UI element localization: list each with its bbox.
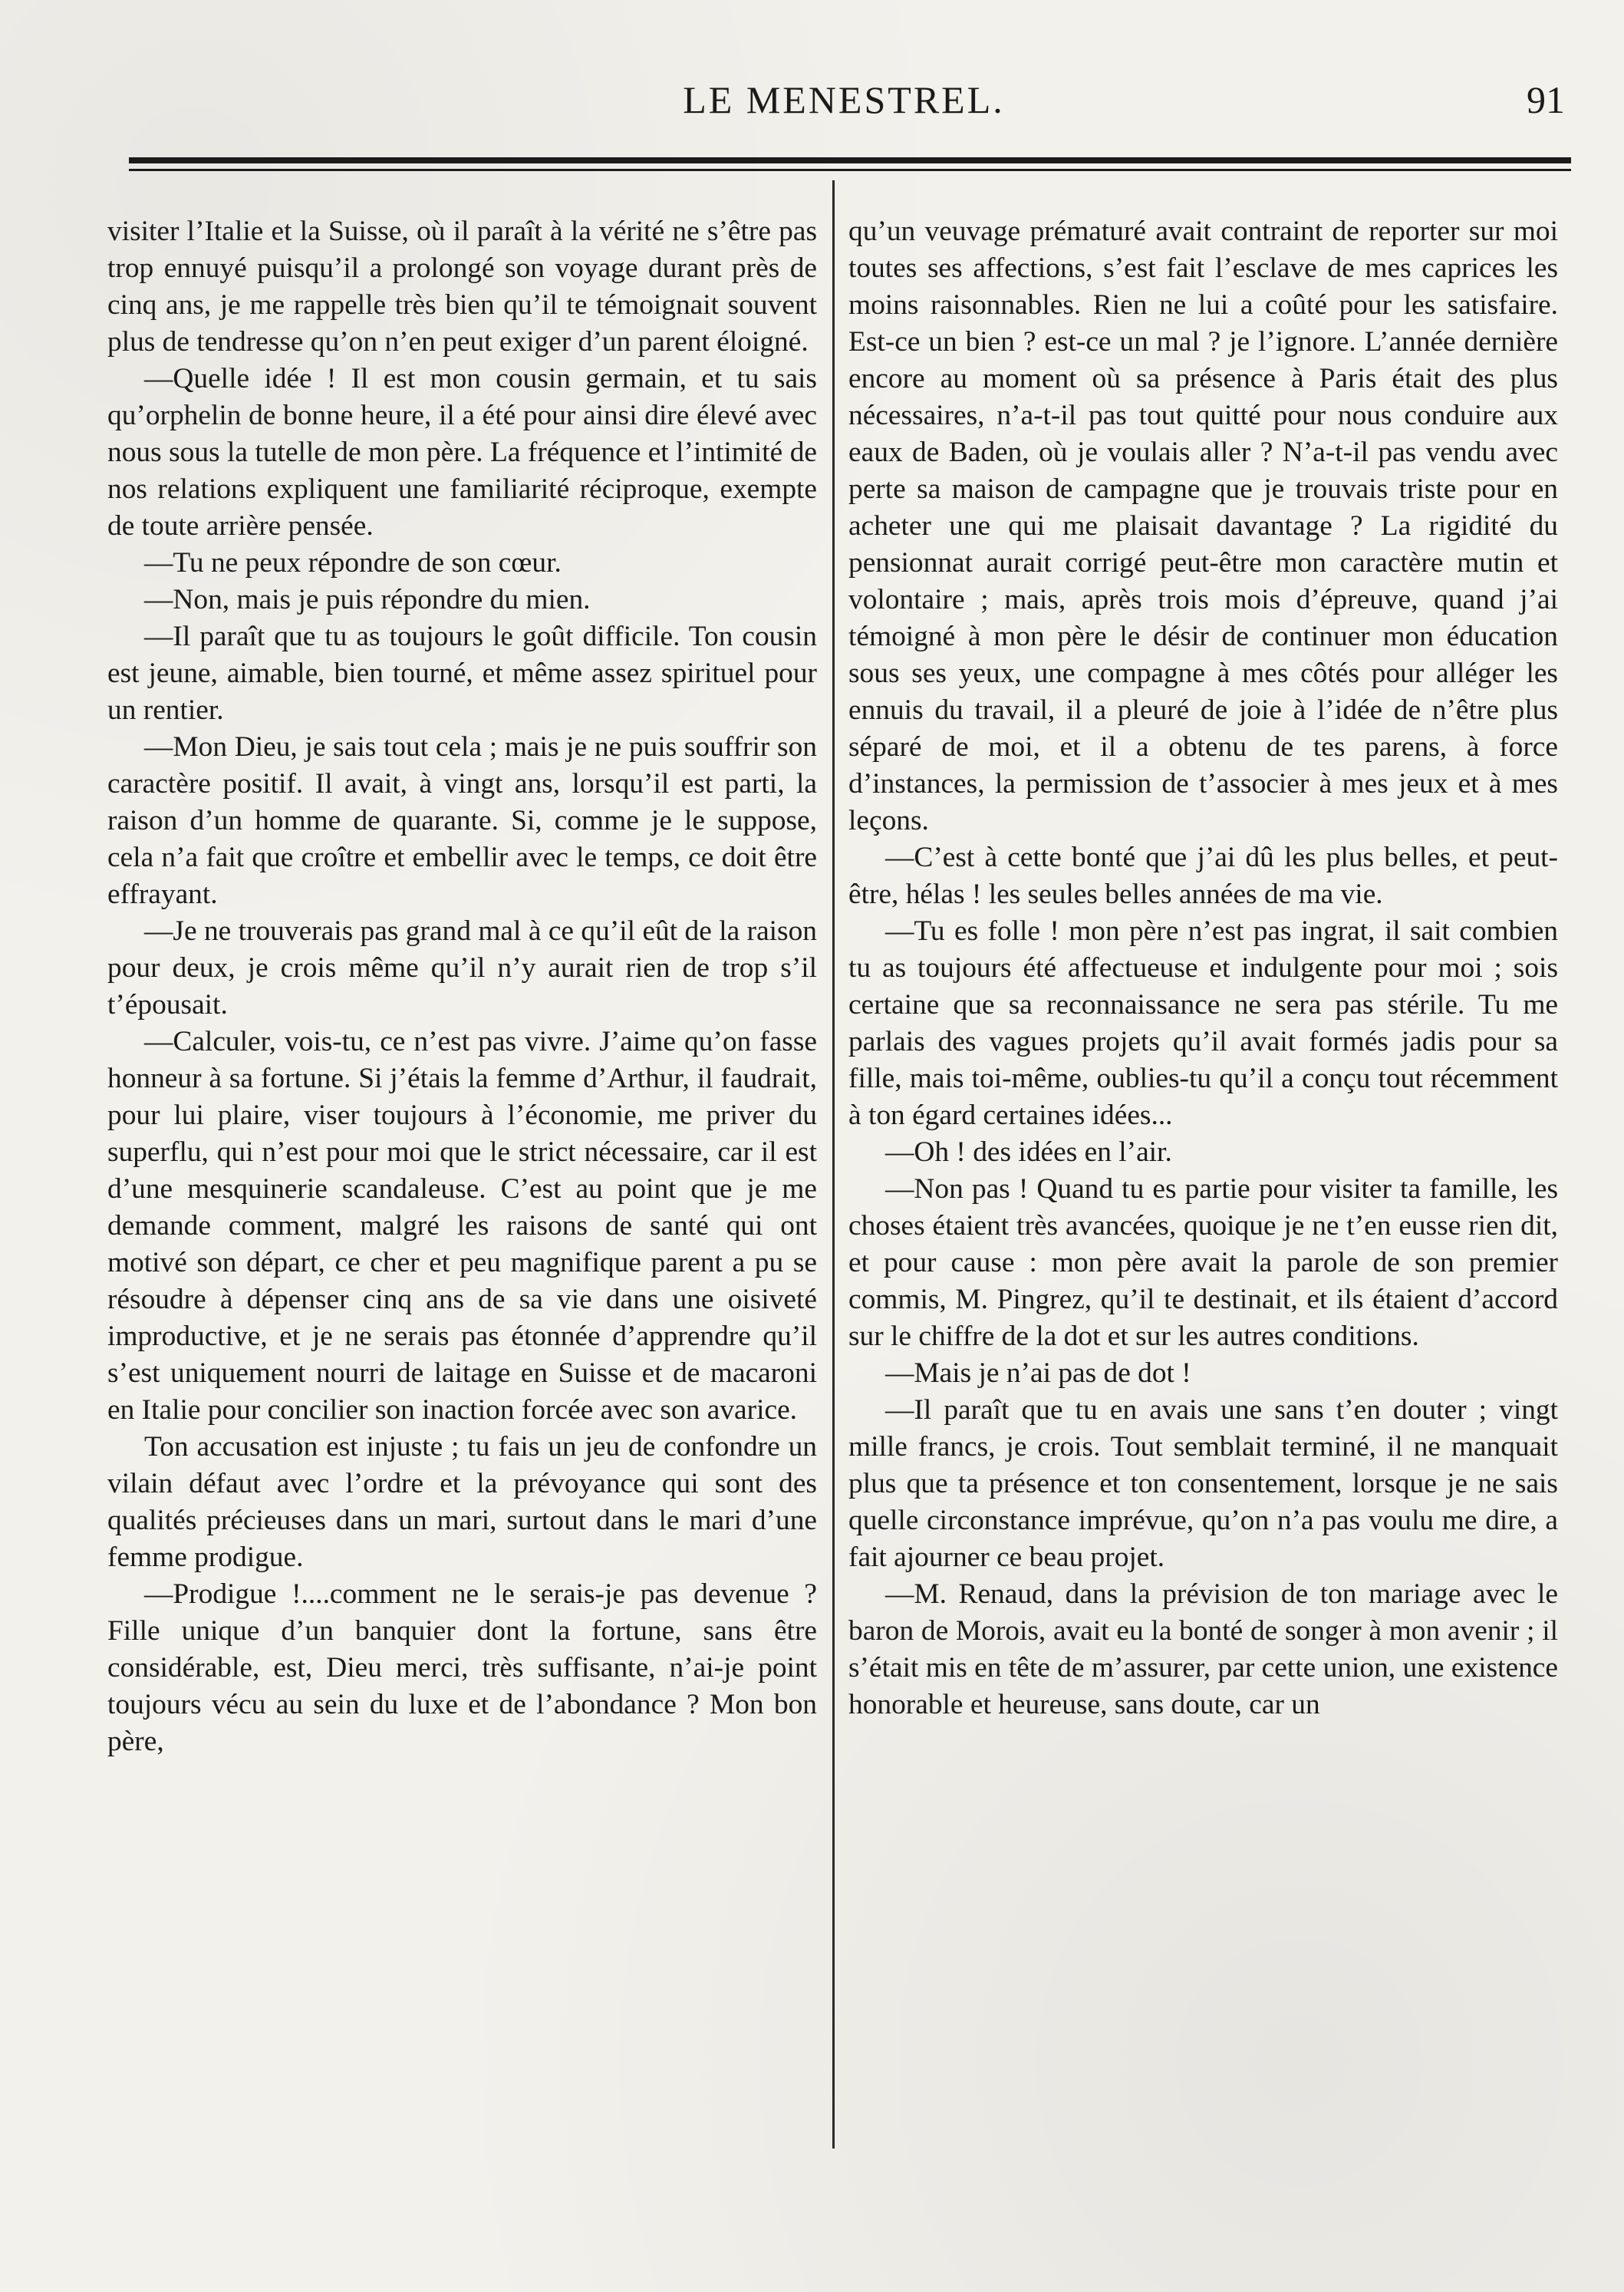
paragraph: —Je ne trouverais pas grand mal à ce qu’il eût de la raison pour deux, je crois même qu’il n’y aurait rien de trop s’il t’épousait. [107,915,817,1021]
left-column [107,213,817,1760]
paragraph: —Quelle idée ! Il est mon cousin germain, et tu sais qu’orphelin de bonne heure, il a été pour ainsi dire élevé avec nous sous la tutelle de mon père. La fréquence et l’intimité de nos relations expliquent une familiarité réciproque, exempte de toute arrière pensée. [107,363,817,542]
paragraph: —C’est à cette bonté que j’ai dû les plus belles, et peut-être, hélas ! les seules belles années de ma vie. [848,842,1558,910]
paragraph: Ton accusation est injuste ; tu fais un jeu de confondre un vilain défaut avec l’ordre et la prévoyance qui sont des qualités précieuses dans un mari, surtout dans le mari d’une femme prodigue. [107,1431,817,1573]
paragraph: —Il paraît que tu en avais une sans t’en douter ; vingt mille francs, je crois. Tout semblait terminé, il ne manquait plus que ta présence et ton consentement, lorsque je ne sais quelle circonstance imprévue, qu’on n’a pas voulu me dire, a fait ajourner ce beau projet. [848,1394,1558,1573]
journal-title: LE MENESTREL. [683,78,1005,121]
paragraph: —Tu ne peux répondre de son cœur. [144,547,562,579]
header-rule-thick [129,157,1571,163]
paragraph: —Prodigue !....comment ne le serais-je pas devenue ? Fille unique d’un banquier dont la fortune, sans être considérable, est, Dieu merci, très suffisante, n’ai-je point toujours vécu au sein du luxe et de l’abondance ? Mon bon père, [107,1578,817,1757]
right-column [848,213,1558,1723]
paragraph: —Il paraît que tu as toujours le goût difficile. Ton cousin est jeune, aimable, bien tourné, et même assez spirituel pour un rentier. [107,621,817,726]
header-rule-thin [129,169,1571,171]
paragraph: —Mon Dieu, je sais tout cela ; mais je ne puis souffrir son caractère positif. Il avait, à vingt ans, lorsqu’il est parti, la raison d’un homme de quarante. Si, comme je le suppose, cela n’a fait que croître et embellir avec le temps, ce doit être effrayant. [107,731,817,910]
page-header [123,73,1565,127]
paragraph: —Non pas ! Quand tu es partie pour visiter ta famille, les choses étaient très avancées, quoique je ne t’en eusse rien dit, et pour cause : mon père avait la parole de son premier commis, M. Pingrez, qu’il te destinait, et ils étaient d’accord sur le chiffre de la dot et sur les autres conditions. [848,1173,1558,1352]
paragraph: —Tu es folle ! mon père n’est pas ingrat, il sait combien tu as toujours été affectueuse et indulgente pour moi ; sois certaine que sa reconnaissance ne sera pas stérile. Tu me parlais des vagues projets qu’il avait formés jadis pour sa fille, mais toi-même, oublies-tu qu’il a conçu tout récemment à ton égard certaines idées... [848,915,1558,1131]
paragraph: qu’un veuvage prématuré avait contraint de reporter sur moi toutes ses affections, s’est fait l’esclave de mes caprices les moins raisonnables. Rien ne lui a coûté pour les satisfaire. Est-ce un bien ? est-ce un mal ? je l’ignore. L’année dernière encore au moment où sa présence à Paris était des plus nécessaires, n’a-t-il pas tout quitté pour nous conduire aux eaux de Baden, où je voulais aller ? N’a-t-il pas vendu avec perte sa maison de campagne que je trouvais triste pour en acheter une qui me plaisait davantage ? La rigidité du pensionnat aurait corrigé peut-être mon caractère mutin et volontaire ; mais, après trois mois d’épreuve, quand j’ai témoigné à mon père le désir de continuer mon éducation sous ses yeux, une compagne à mes côtés pour alléger les ennuis du travail, il a pleuré de joie à l’idée de n’être plus séparé de moi, et il a obtenu de tes parens, à force d’instances, la permission de t’associer à mes jeux et à mes leçons. [848,216,1558,836]
paragraph: —M. Renaud, dans la prévision de ton mariage avec le baron de Morois, avait eu la bonté de songer à mon avenir ; il s’était mis en tête de m’assurer, par cette union, une existence honorable et heureuse, sans doute, car un [848,1578,1558,1720]
column-divider [832,180,835,2149]
page-number: 91 [1527,78,1565,121]
paragraph: —Calculer, vois-tu, ce n’est pas vivre. J’aime qu’on fasse honneur à sa fortune. Si j’étais la femme d’Arthur, il faudrait, pour lui plaire, viser toujours à l’économie, me priver du superflu, qui n’est pour moi que le strict nécessaire, car il est d’une mesquinerie scandaleuse. C’est au point que je me demande comment, malgré les raisons de santé qui ont motivé son départ, ce cher et peu magnifique parent a pu se résoudre à dépenser cinq ans de sa vie dans une oisiveté improductive, et je ne serais pas étonnée d’apprendre qu’il s’est uniquement nourri de laitage en Suisse et de macaroni en Italie pour concilier son inaction forcée avec son avarice. [107,1026,817,1426]
paragraph: —Mais je n’ai pas de dot ! [885,1357,1191,1389]
paragraph: —Non, mais je puis répondre du mien. [144,584,591,615]
paragraph: —Oh ! des idées en l’air. [885,1136,1172,1168]
paragraph: visiter l’Italie et la Suisse, où il paraît à la vérité ne s’être pas trop ennuyé puisqu’il a prolongé son voyage durant près de cinq ans, je me rappelle très bien qu’il te témoignait souvent plus de tendresse qu’on n’en peut exiger d’un parent éloigné. [107,216,817,358]
